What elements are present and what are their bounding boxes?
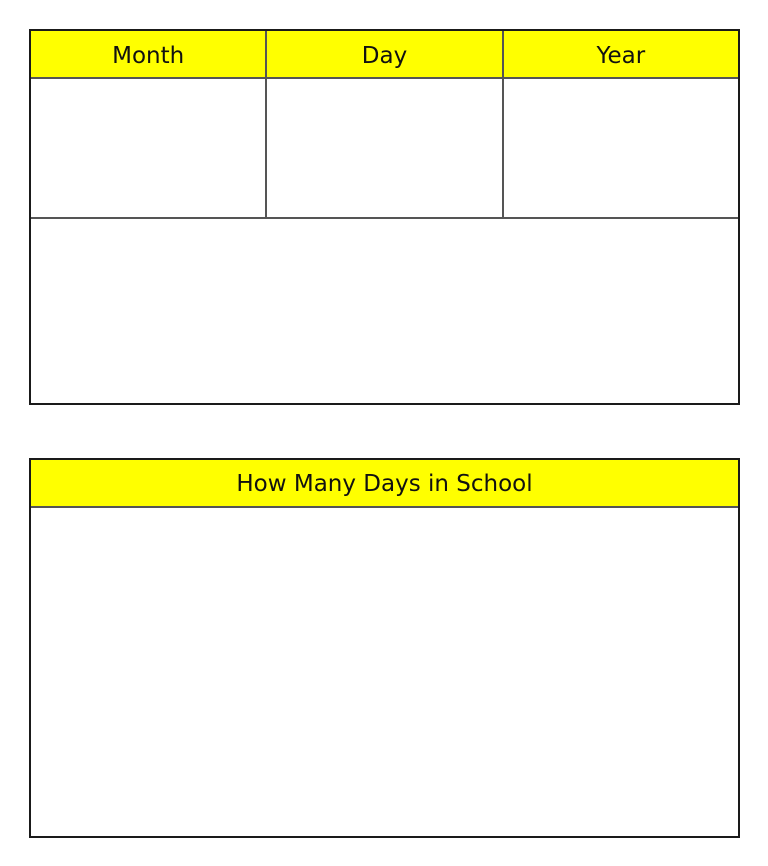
day-header: Day	[265, 31, 501, 77]
school-days-box	[29, 458, 740, 838]
date-entry-row	[31, 79, 738, 219]
year-header: Year	[502, 31, 738, 77]
date-table	[29, 29, 740, 405]
date-header-row	[31, 31, 738, 79]
month-header: Month	[112, 43, 185, 69]
day-entry-cell[interactable]	[265, 79, 501, 217]
month-entry-cell[interactable]	[31, 79, 265, 217]
school-days-area[interactable]	[31, 508, 738, 834]
school-days-title: How Many Days in School	[31, 460, 738, 508]
date-notes-area[interactable]	[31, 219, 738, 403]
year-entry-cell[interactable]	[502, 79, 738, 217]
